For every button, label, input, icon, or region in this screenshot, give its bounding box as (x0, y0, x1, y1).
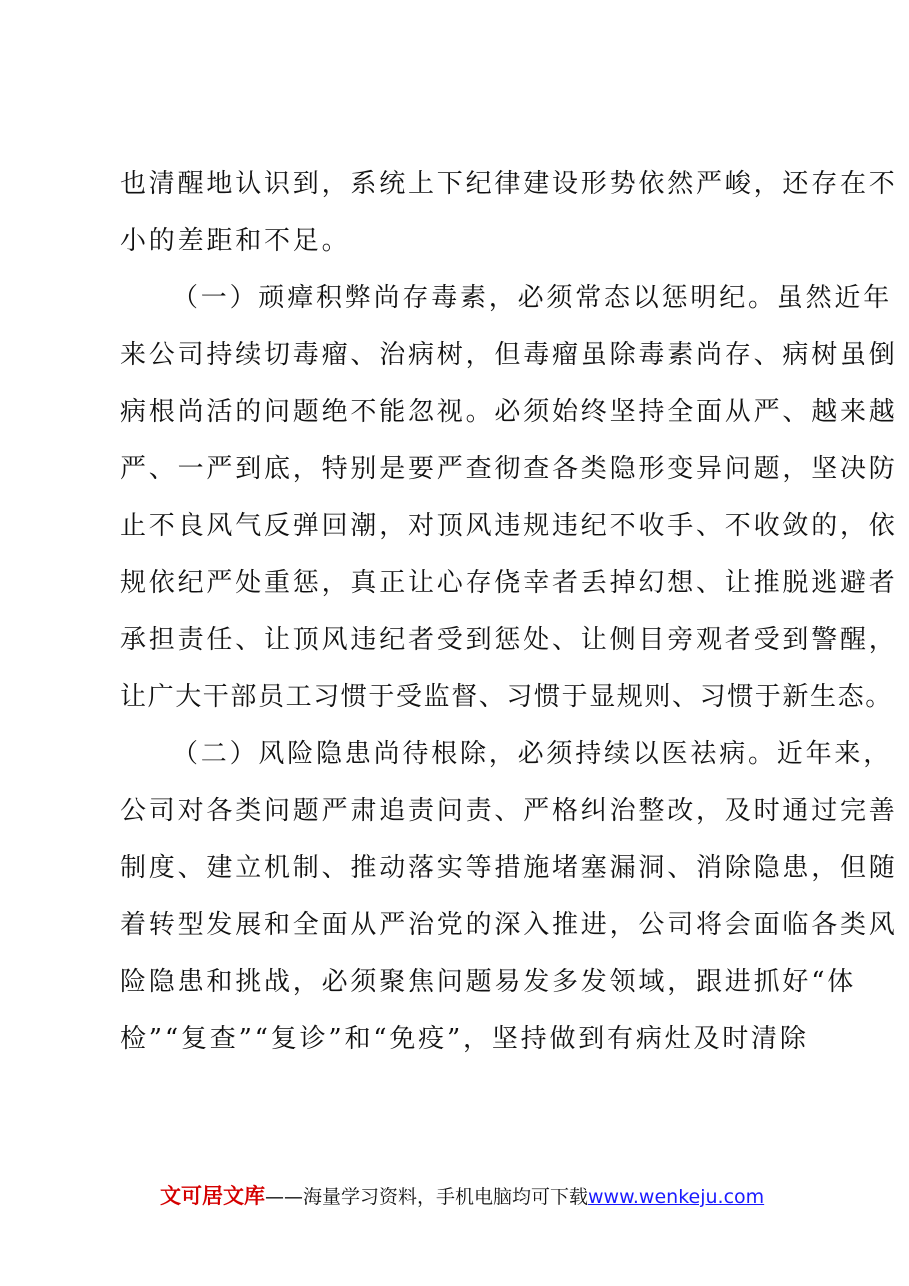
body-text-line: 险隐患和挑战，必须聚焦问题易发多发领域，跟进抓好“体 (120, 967, 857, 997)
body-text-line: 小的差距和不足。 (120, 226, 351, 256)
body-text-line: 公司对各类问题严肃追责问责、严格纠治整改，及时通过完善 (120, 796, 898, 826)
body-text-line: 也清醒地认识到，系统上下纪律建设形势依然严峻，还存在不 (120, 169, 898, 199)
body-text-line: 严、一严到底，特别是要严查彻查各类隐形变异问题，坚决防 (120, 454, 898, 484)
body-text-line: 让广大干部员工习惯于受监督、习惯于显规则、习惯于新生态。 (120, 682, 893, 712)
section-heading-line: （一）顽瘴积弊尚存毒素，必须常态以惩明纪。虽然近年 (172, 283, 893, 313)
body-text-line: 检”“复查”“复诊”和“免疫”，坚持做到有病灶及时清除 (120, 1024, 809, 1054)
section-heading-line: （二）风险隐患尚待根除，必须持续以医祛病。近年来， (172, 739, 893, 769)
footer-tagline: ——海量学习资料，手机电脑均可下载 (265, 1186, 589, 1208)
footer-brand: 文可居文库 (160, 1184, 265, 1208)
body-text-line: 病根尚活的问题绝不能忽视。必须始终坚持全面从严、越来越 (120, 397, 898, 427)
body-text-line: 着转型发展和全面从严治党的深入推进，公司将会面临各类风 (120, 910, 898, 940)
body-text-line: 止不良风气反弹回潮，对顶风违规违纪不收手、不收敛的，依 (120, 511, 898, 541)
body-text-line: 制度、建立机制、推动落实等措施堵塞漏洞、消除隐患，但随 (120, 853, 898, 883)
body-text-line: 承担责任、让顶风违纪者受到惩处、让侧目旁观者受到警醒， (120, 625, 898, 655)
footer-banner (160, 1183, 764, 1210)
body-text-line: 规依纪严处重惩，真正让心存侥幸者丢掉幻想、让推脱逃避者 (120, 568, 898, 598)
footer-site-link[interactable]: www.wenkeju.com (588, 1186, 765, 1208)
body-text-line: 来公司持续切毒瘤、治病树，但毒瘤虽除毒素尚存、病树虽倒 (120, 340, 898, 370)
